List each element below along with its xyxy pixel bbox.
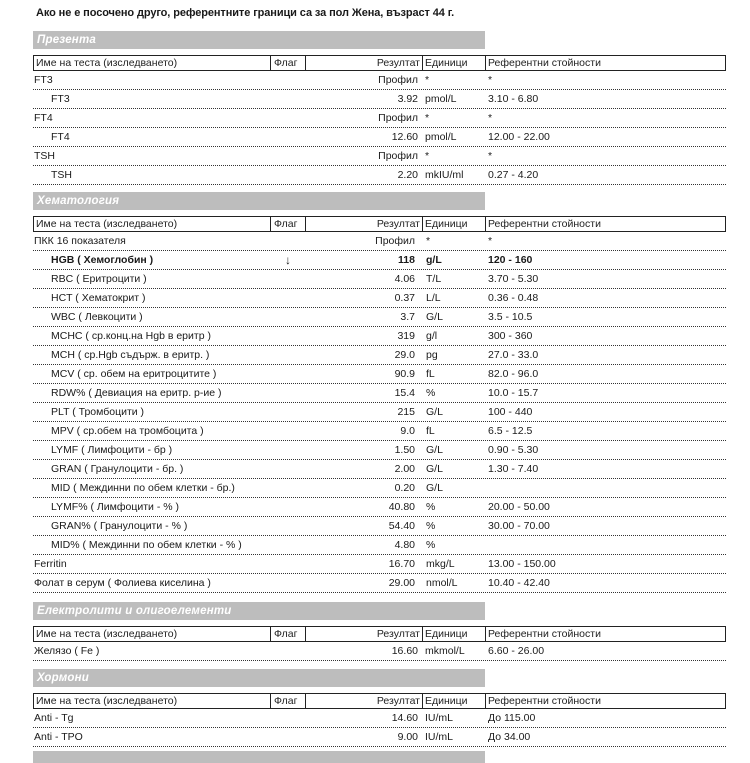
reference-range: 6.60 - 26.00: [488, 645, 545, 657]
section-prezenta: [33, 31, 726, 185]
result-units: L/L: [426, 292, 441, 304]
result-value: 29.0: [394, 349, 415, 361]
test-name: FT4: [51, 131, 70, 143]
test-name: MCHC ( ср.конц.на Hgb в еритр ): [51, 330, 211, 342]
table-row: [33, 536, 726, 555]
table-row: [33, 365, 726, 384]
reference-range: До 34.00: [488, 731, 531, 743]
table-header: [33, 693, 726, 709]
section-hormones: [33, 669, 726, 747]
reference-range: 100 - 440: [488, 406, 533, 418]
column-header-result: Резултат: [306, 56, 423, 70]
column-header-units: Единици: [423, 627, 486, 641]
test-name: FT3: [51, 93, 70, 105]
test-name: FT4: [34, 112, 53, 124]
reference-range: 12.00 - 22.00: [488, 131, 550, 143]
result-units: *: [426, 235, 431, 247]
column-header-flag: Флаг: [271, 627, 306, 641]
result-value: 2.20: [397, 169, 418, 181]
test-name: MCH ( ср.Hgb съдърж. в еритр. ): [51, 349, 210, 361]
column-header-units: Единици: [423, 694, 486, 708]
result-value: 1.50: [394, 444, 415, 456]
result-value: 29.00: [388, 577, 415, 589]
column-header-result: Резултат: [306, 217, 423, 231]
result-units: g/l: [426, 330, 438, 342]
table-row: [33, 728, 726, 747]
result-units: %: [426, 501, 436, 513]
table-header: [33, 626, 726, 642]
result-units: T/L: [426, 273, 442, 285]
result-units: *: [425, 150, 430, 162]
reference-range: *: [488, 74, 493, 86]
reference-range: До 115.00: [488, 712, 536, 724]
result-units: G/L: [426, 444, 443, 456]
section-title: Хормони: [33, 669, 485, 687]
result-units: *: [425, 112, 430, 124]
result-value: 16.70: [388, 558, 415, 570]
section-title-truncated: [33, 751, 485, 763]
reference-range: 3.70 - 5.30: [488, 273, 539, 285]
reference-range: 10.0 - 15.7: [488, 387, 539, 399]
result-value: Профил: [375, 235, 415, 247]
column-header-flag: Флаг: [271, 694, 306, 708]
table-header: [33, 216, 726, 232]
column-header-reference: Референтни стойности: [488, 218, 601, 230]
test-name: FT3: [34, 74, 53, 86]
section-title: Хематология: [33, 192, 485, 210]
column-header-name: Име на теста (изследването): [34, 627, 271, 641]
result-value: 9.00: [397, 731, 418, 743]
table-row: [33, 403, 726, 422]
reference-range: 0.36 - 0.48: [488, 292, 539, 304]
table-row: [33, 251, 726, 270]
test-name: WBC ( Левкоцити ): [51, 311, 143, 323]
result-units: pg: [426, 349, 438, 361]
table-row: [33, 308, 726, 327]
result-value: 14.60: [391, 712, 418, 724]
result-value: 54.40: [388, 520, 415, 532]
table-row: [33, 346, 726, 365]
column-header-reference: Референтни стойности: [488, 628, 601, 640]
table-row: [33, 90, 726, 109]
result-value: 118: [398, 254, 415, 266]
result-units: G/L: [426, 482, 443, 494]
result-units: nmol/L: [426, 577, 458, 589]
test-name: Желязо ( Fe ): [34, 645, 100, 657]
reference-range: 27.0 - 33.0: [488, 349, 539, 361]
result-units: G/L: [426, 311, 443, 323]
test-name: MPV ( ср.обем на тромбоцита ): [51, 425, 204, 437]
table-row: [33, 289, 726, 308]
result-units: g/L: [426, 254, 442, 266]
result-value: 0.37: [394, 292, 415, 304]
test-name: MCV ( ср. обем на еритроцитите ): [51, 368, 217, 380]
reference-range: 13.00 - 150.00: [488, 558, 556, 570]
column-header-reference: Референтни стойности: [488, 57, 601, 69]
reference-range: *: [488, 235, 493, 247]
test-name: TSH: [34, 150, 55, 162]
test-name: LYMF% ( Лимфоцити - % ): [51, 501, 179, 513]
result-units: mkmol/L: [425, 645, 465, 657]
result-units: %: [426, 387, 436, 399]
table-row: [33, 642, 726, 661]
result-value: 15.4: [394, 387, 415, 399]
column-header-name: Име на теста (изследването): [34, 56, 271, 70]
result-value: Профил: [378, 74, 418, 86]
result-units: mkIU/ml: [425, 169, 464, 181]
column-header-flag: Флаг: [271, 217, 306, 231]
reference-range: 3.5 - 10.5: [488, 311, 533, 323]
column-header-result: Резултат: [306, 627, 423, 641]
test-name: ПКК 16 показателя: [34, 235, 126, 247]
test-name: RDW% ( Девиация на еритр. р-ие ): [51, 387, 222, 399]
table-row: [33, 270, 726, 289]
table-row: [33, 709, 726, 728]
result-units: %: [426, 520, 436, 532]
section-electrolytes: [33, 602, 726, 661]
result-units: G/L: [426, 406, 443, 418]
column-header-name: Име на теста (изследването): [34, 217, 271, 231]
result-value: 16.60: [391, 645, 418, 657]
arrow-down-icon: ↓: [285, 253, 291, 267]
result-units: pmol/L: [425, 131, 457, 143]
result-units: IU/mL: [425, 731, 454, 743]
reference-range: 1.30 - 7.40: [488, 463, 539, 475]
reference-range: 120 - 160: [488, 254, 533, 266]
result-value: 0.20: [394, 482, 415, 494]
section-title: Електролити и олигоелементи: [33, 602, 485, 620]
test-name: HCT ( Хематокрит ): [51, 292, 146, 304]
table-row: [33, 232, 726, 251]
table-row: [33, 166, 726, 185]
table-row: [33, 422, 726, 441]
reference-note: Ако не е посочено друго, референтните граници са за пол Жена, възраст 44 г.: [36, 7, 455, 19]
result-value: 2.00: [394, 463, 415, 475]
reference-range: 30.00 - 70.00: [488, 520, 550, 532]
test-name: Фолат в серум ( Фолиева киселина ): [34, 577, 211, 589]
reference-range: *: [488, 112, 493, 124]
reference-range: 300 - 360: [488, 330, 533, 342]
column-header-units: Единици: [423, 217, 486, 231]
result-value: Профил: [378, 150, 418, 162]
section-hematology: [33, 192, 726, 593]
section-truncated: [33, 751, 726, 763]
column-header-result: Резултат: [306, 694, 423, 708]
section-title: Презента: [33, 31, 485, 49]
result-units: mkg/L: [426, 558, 455, 570]
table-row: [33, 327, 726, 346]
result-value: 4.06: [394, 273, 415, 285]
test-name: GRAN ( Гранулоцити - бр. ): [51, 463, 184, 475]
table-row: [33, 128, 726, 147]
reference-range: 0.90 - 5.30: [488, 444, 539, 456]
column-header-flag: Флаг: [271, 56, 306, 70]
test-name: TSH: [51, 169, 72, 181]
column-header-units: Единици: [423, 56, 486, 70]
table-row: [33, 384, 726, 403]
result-value: 215: [397, 406, 415, 418]
result-units: *: [425, 74, 430, 86]
table-row: [33, 479, 726, 498]
test-name: MID ( Междинни по обем клетки - бр.): [51, 482, 235, 494]
result-value: 9.0: [400, 425, 415, 437]
table-row: [33, 71, 726, 90]
result-units: %: [426, 539, 436, 551]
test-name: Anti - Tg: [34, 712, 74, 724]
result-value: 319: [397, 330, 415, 342]
table-row: [33, 460, 726, 479]
result-value: 12.60: [391, 131, 418, 143]
table-row: [33, 147, 726, 166]
column-header-reference: Референтни стойности: [488, 695, 601, 707]
result-units: pmol/L: [425, 93, 457, 105]
table-row: [33, 517, 726, 536]
reference-range: 10.40 - 42.40: [488, 577, 550, 589]
result-units: fL: [426, 425, 435, 437]
result-value: 40.80: [388, 501, 415, 513]
table-row: [33, 574, 726, 593]
test-name: GRAN% ( Гранулоцити - % ): [51, 520, 188, 532]
reference-range: *: [488, 150, 493, 162]
reference-range: 20.00 - 50.00: [488, 501, 550, 513]
table-row: [33, 109, 726, 128]
table-header: [33, 55, 726, 71]
test-name: Anti - TPO: [34, 731, 83, 743]
result-value: Профил: [378, 112, 418, 124]
column-header-name: Име на теста (изследването): [34, 694, 271, 708]
table-row: [33, 555, 726, 574]
reference-range: 6.5 - 12.5: [488, 425, 533, 437]
result-units: G/L: [426, 463, 443, 475]
test-name: MID% ( Междинни по обем клетки - % ): [51, 539, 242, 551]
result-value: 4.80: [394, 539, 415, 551]
reference-range: 82.0 - 96.0: [488, 368, 539, 380]
result-units: fL: [426, 368, 435, 380]
result-value: 3.92: [397, 93, 418, 105]
reference-range: 3.10 - 6.80: [488, 93, 539, 105]
result-value: 3.7: [400, 311, 415, 323]
result-value: 90.9: [394, 368, 415, 380]
test-name: Ferritin: [34, 558, 67, 570]
test-name: RBC ( Еритроцити ): [51, 273, 147, 285]
result-units: IU/mL: [425, 712, 454, 724]
test-name: PLT ( Тромбоцити ): [51, 406, 145, 418]
test-name: HGB ( Хемоглобин ): [51, 254, 154, 266]
table-row: [33, 498, 726, 517]
test-name: LYMF ( Лимфоцити - бр ): [51, 444, 173, 456]
reference-range: 0.27 - 4.20: [488, 169, 539, 181]
table-row: [33, 441, 726, 460]
